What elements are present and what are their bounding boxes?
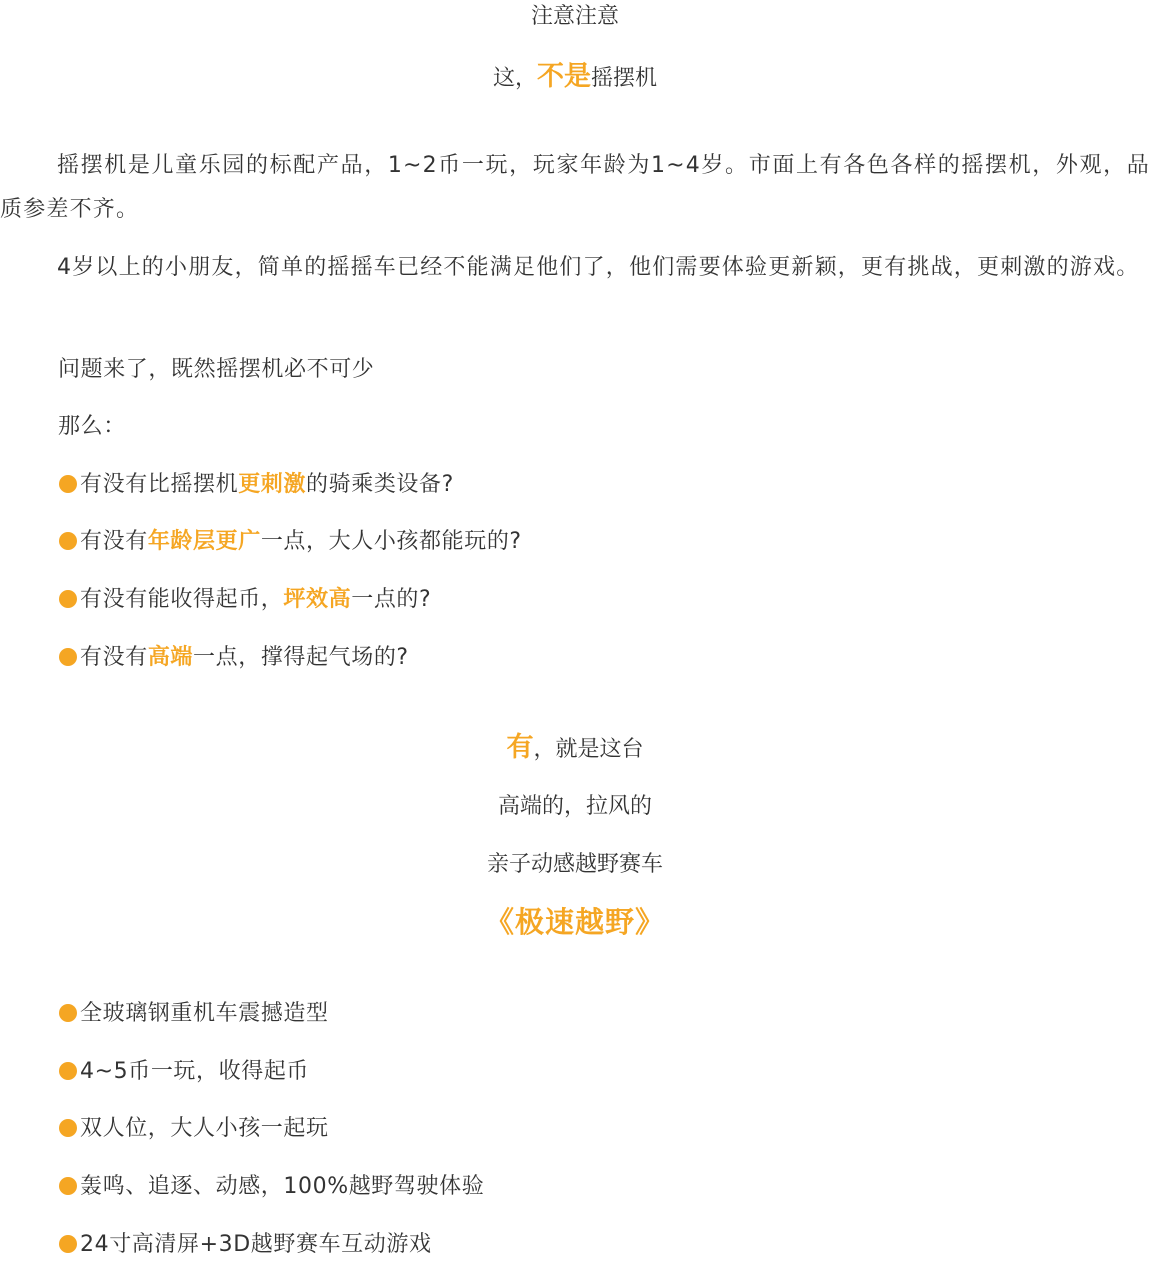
orange-dot-icon: [59, 1062, 77, 1080]
question-highlight: 更刺激: [238, 472, 307, 497]
orange-dot-icon: [59, 590, 77, 608]
feature-text: 4~5币一玩，收得起币: [80, 1059, 310, 1084]
feature-item: [58, 1112, 329, 1146]
orange-dot-icon: [59, 475, 77, 493]
orange-dot-icon: [59, 1177, 77, 1195]
question-suffix: 一点，撑得起气场的?: [193, 645, 409, 670]
orange-dot-icon: [59, 532, 77, 550]
orange-dot-icon: [59, 648, 77, 666]
question-prefix: 有没有: [80, 645, 148, 670]
question-suffix: 一点的?: [351, 587, 432, 612]
answer-highlight: 有: [506, 732, 534, 763]
question-prefix: 有没有: [80, 529, 148, 554]
feature-item: [58, 1228, 432, 1262]
feature-text: 轰鸣、追逐、动感，100%越野驾驶体验: [80, 1174, 485, 1199]
product-title: [0, 905, 1150, 943]
intro-paragraph-1: 摇摆机是儿童乐园的标配产品，1~2币一玩，玩家年龄为1~4岁。市面上有各色各样的摇摆机，外观，品质参差不齐。: [0, 153, 1150, 222]
not-rocker-suffix: 摇摆机: [591, 66, 658, 91]
feature-item: [58, 1170, 484, 1204]
feature-item: [58, 997, 329, 1031]
question-item: [58, 641, 409, 675]
question-highlight: 高端: [147, 645, 194, 670]
notice-text: 注意注意: [530, 4, 619, 29]
intro-paragraph-2: 4岁以上的小朋友，简单的摇摇车已经不能满足他们了，他们需要体验更新颖，更有挑战，更刺激的游戏。: [57, 255, 1140, 280]
feature-text: 双人位，大人小孩一起玩: [80, 1116, 329, 1141]
question-item: [58, 525, 522, 559]
question-suffix: 的骑乘类设备?: [306, 472, 454, 497]
then-line: 那么：: [58, 414, 126, 439]
orange-dot-icon: [59, 1235, 77, 1253]
question-item: [58, 583, 431, 617]
orange-dot-icon: [59, 1119, 77, 1137]
question-prefix: 有没有比摇摆机: [80, 472, 239, 497]
orange-dot-icon: [59, 1004, 77, 1022]
not-rocker-prefix: 这，: [492, 66, 537, 91]
question-suffix: 一点，大人小孩都能玩的?: [260, 529, 522, 554]
feature-item: [58, 1055, 309, 1089]
problem-line: 问题来了，既然摇摆机必不可少: [58, 357, 375, 382]
answer-descriptor-2: 亲子动感越野赛车: [486, 852, 663, 877]
feature-text: 全玻璃钢重机车震撼造型: [80, 1001, 329, 1026]
question-highlight: 年龄层更广: [147, 529, 261, 554]
notice-line: [0, 0, 1150, 34]
answer-line: [0, 731, 1150, 767]
question-prefix: 有没有能收得起币，: [80, 587, 284, 612]
answer-descriptor-1: 高端的，拉风的: [497, 794, 652, 819]
feature-text: 24寸高清屏+3D越野赛车互动游戏: [80, 1232, 432, 1257]
question-item: [58, 468, 454, 502]
not-rocker-line: [0, 60, 1150, 96]
answer-suffix: ，就是这台: [533, 737, 644, 762]
question-highlight: 坪效高: [283, 587, 352, 612]
not-rocker-highlight: 不是: [537, 61, 591, 92]
product-title-text: 《极速越野》: [484, 905, 665, 939]
